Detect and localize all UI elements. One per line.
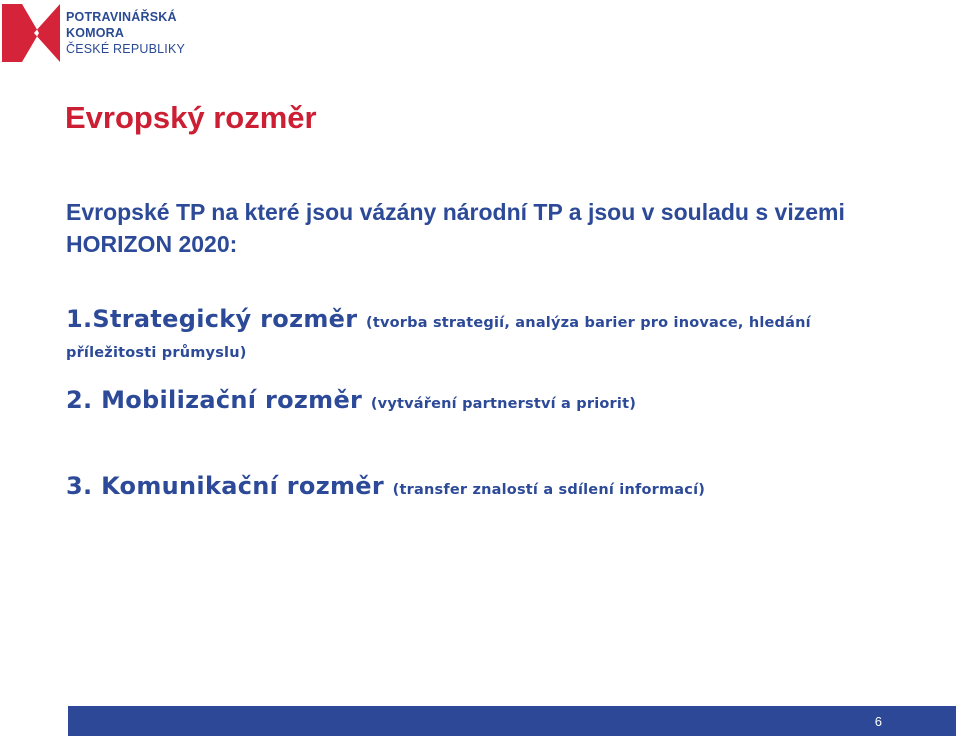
intro-text: Evropské TP na které jsou vázány národní TP a jsou v souladu s vizemi HORIZON 2020: — [66, 199, 845, 257]
logo-text — [66, 9, 185, 57]
point-communication — [66, 472, 705, 500]
point-strategic-head: 1.Strategický rozměr — [66, 305, 367, 333]
point-strategic-desc: (tvorba strategií, analýza barier pro inovace, hledání příležitosti průmyslu) — [66, 315, 811, 361]
point-mobilization-desc: (vytváření partnerství a priorit) — [370, 396, 637, 412]
logo-line-2: KOMORA — [66, 26, 125, 40]
slide-title: Evropský rozměr — [65, 100, 317, 135]
point-mobilization — [66, 386, 636, 414]
footer-bar — [68, 706, 956, 736]
point-strategic — [66, 304, 886, 368]
point-mobilization-head: 2. Mobilizační rozměr — [66, 386, 371, 414]
point-communication-head: 3. Komunikační rozměr — [66, 472, 393, 500]
logo-line-1: POTRAVINÁŘSKÁ — [66, 10, 177, 24]
page-number: 6 — [874, 714, 882, 729]
point-communication-desc: (transfer znalostí a sdílení informací) — [392, 482, 706, 498]
logo-mark-icon — [2, 4, 60, 62]
logo-line-3: ČESKÉ REPUBLIKY — [66, 42, 186, 56]
